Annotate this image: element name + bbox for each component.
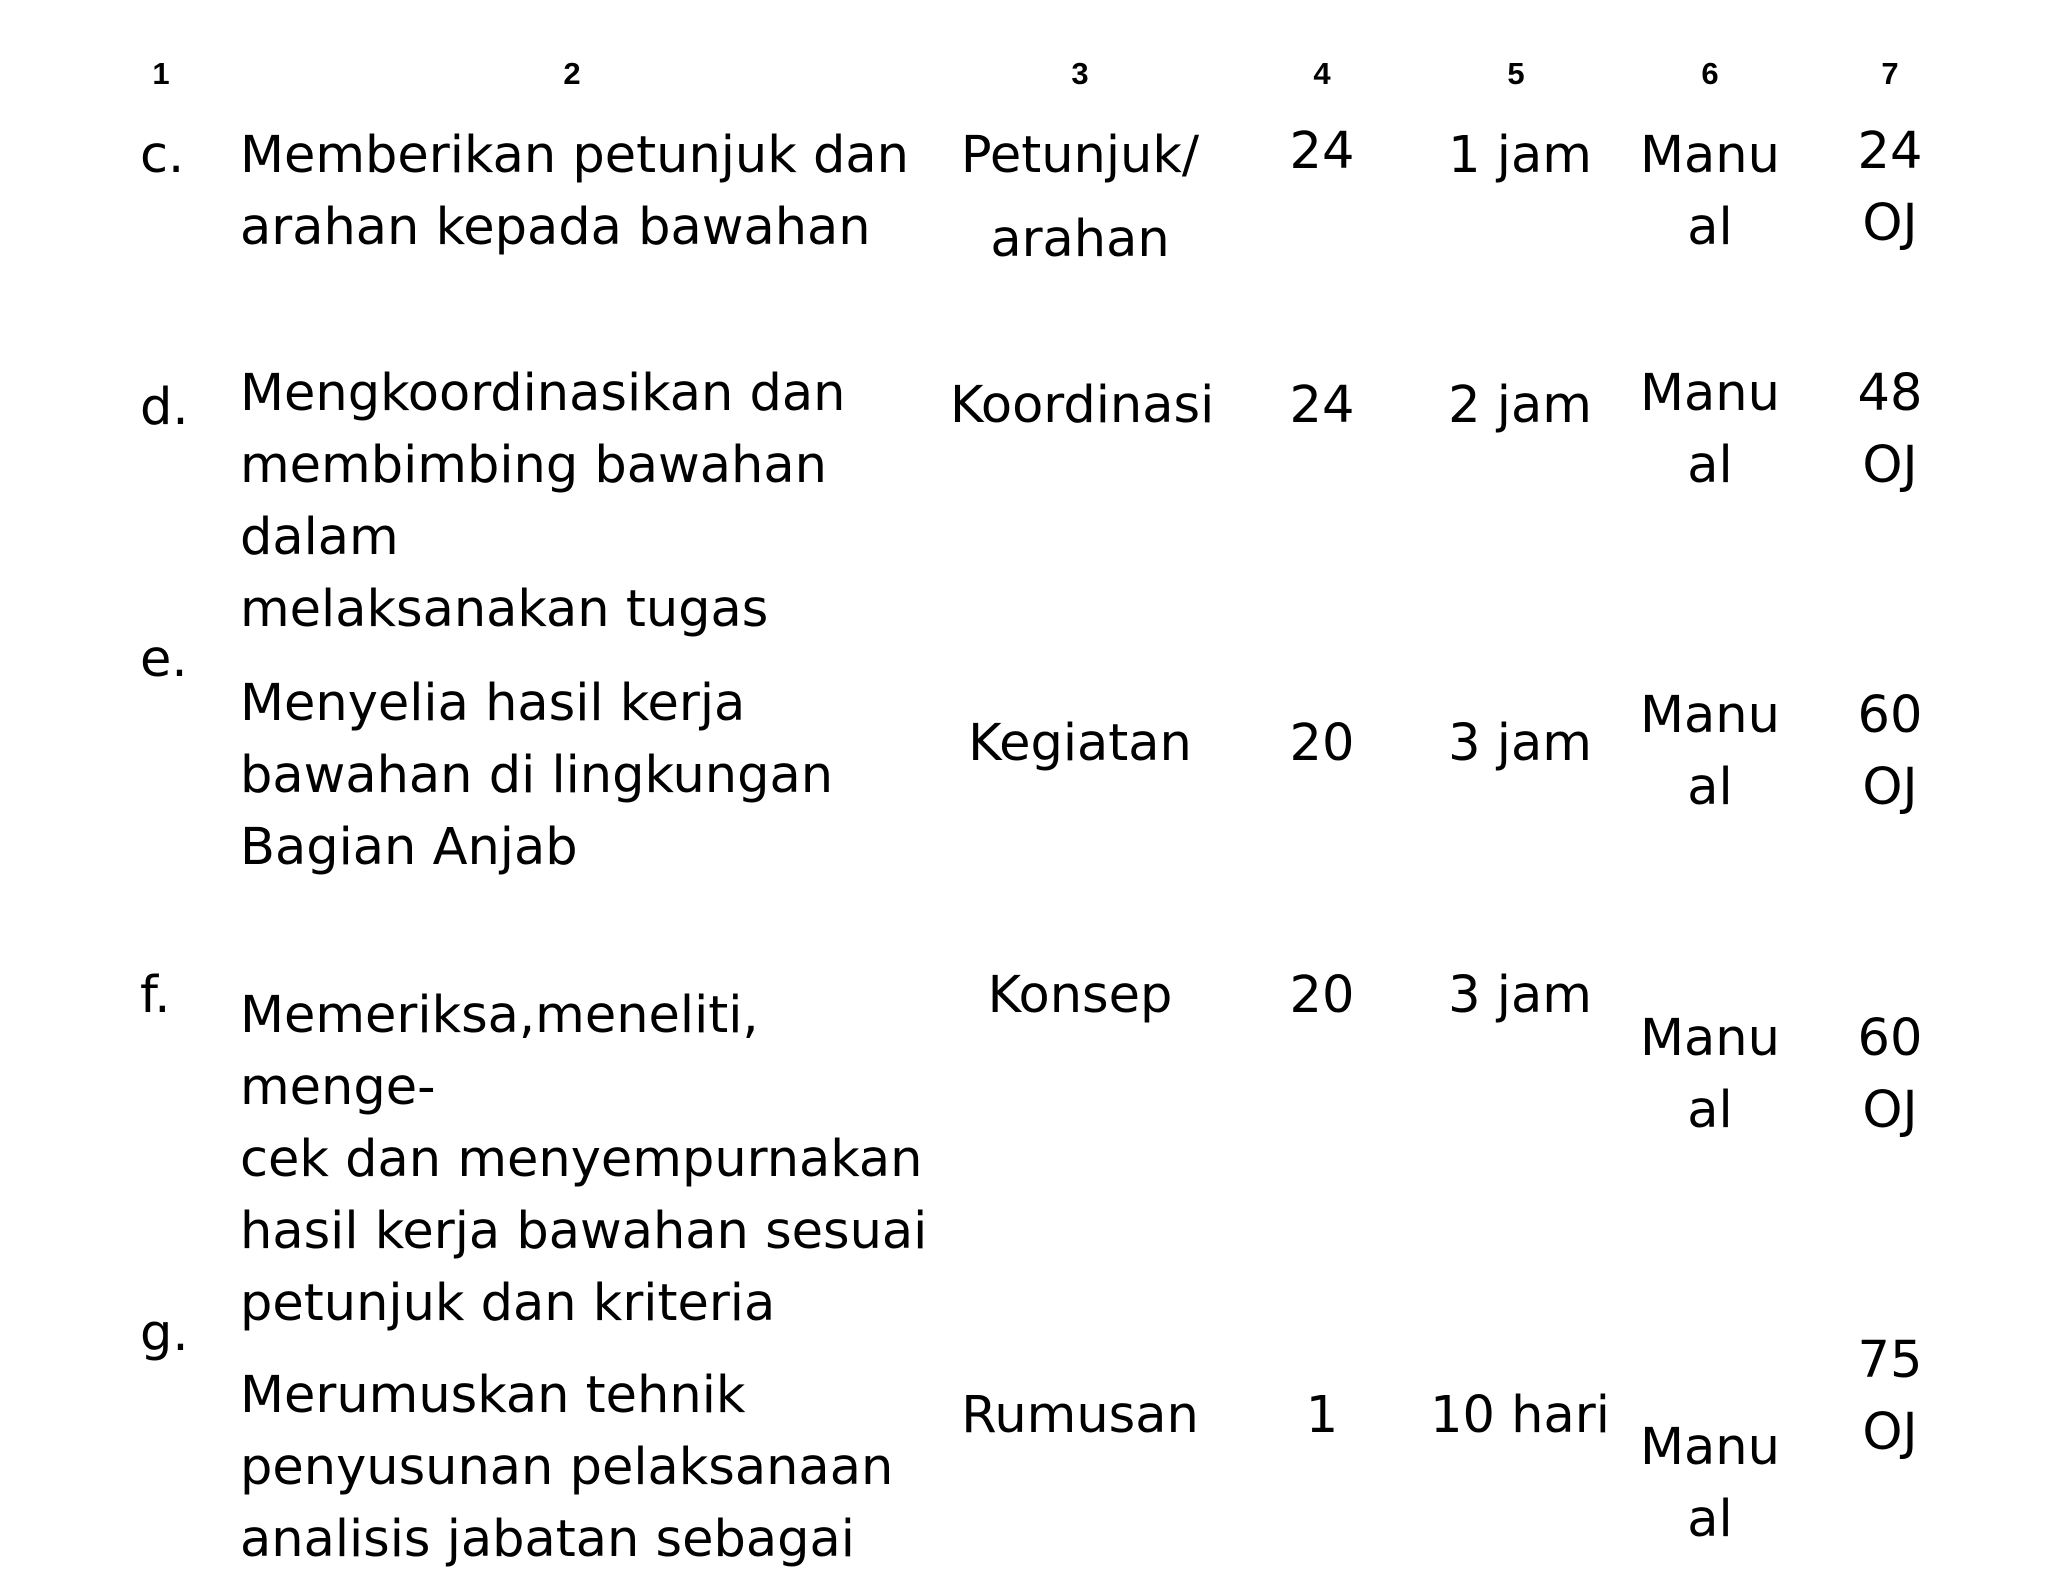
completion-time: 1 jam xyxy=(1448,126,1592,185)
completion-time: 2 jam xyxy=(1448,376,1592,435)
task-description: Merumuskan tehnik penyusunan pelaksanaan analisis jabatan sebagai xyxy=(240,1366,894,1569)
column-header-3: 3 xyxy=(1071,56,1089,91)
output-unit: Koordinasi xyxy=(950,376,1215,435)
row-letter: f. xyxy=(140,966,171,1025)
completion-time: 10 hari xyxy=(1430,1386,1610,1445)
task-description: Mengkoordinasikan dan membimbing bawahan dalam melaksanakan tugas xyxy=(240,364,846,639)
work-hours: 60 OJ xyxy=(1857,1009,1923,1140)
row-letter: d. xyxy=(140,378,189,437)
workload-volume: 24 xyxy=(1289,376,1355,435)
row-letter: g. xyxy=(140,1304,189,1363)
output-unit: Kegiatan xyxy=(968,714,1192,773)
completion-time: 3 jam xyxy=(1448,714,1592,773)
work-tool: Manu al xyxy=(1640,1418,1780,1549)
workload-volume: 24 xyxy=(1289,122,1355,181)
work-hours: 75 OJ xyxy=(1857,1331,1923,1462)
workload-volume: 20 xyxy=(1289,966,1355,1025)
task-description: Memeriksa,meneliti, menge- cek dan menyempurnakan hasil kerja bawahan sesuai petunjuk dan kriteria xyxy=(240,986,928,1333)
output-unit: Petunjuk/ arahan xyxy=(960,126,1200,269)
row-letter: c. xyxy=(140,126,185,185)
task-description: Menyelia hasil kerja bawahan di lingkungan Bagian Anjab xyxy=(240,674,834,877)
column-header-1: 1 xyxy=(152,56,170,91)
work-tool: Manu al xyxy=(1640,1009,1780,1140)
completion-time: 3 jam xyxy=(1448,966,1592,1025)
work-tool: Manu al xyxy=(1640,364,1780,495)
work-hours: 48 OJ xyxy=(1857,364,1923,495)
column-header-4: 4 xyxy=(1313,56,1331,91)
workload-volume: 1 xyxy=(1305,1386,1339,1445)
column-header-2: 2 xyxy=(563,56,581,91)
row-letter: e. xyxy=(140,630,188,689)
output-unit: Rumusan xyxy=(961,1386,1199,1445)
task-description: Memberikan petunjuk dan arahan kepada bawahan xyxy=(240,126,909,257)
work-hours: 60 OJ xyxy=(1857,686,1923,817)
column-header-7: 7 xyxy=(1881,56,1899,91)
workload-volume: 20 xyxy=(1289,714,1355,773)
work-tool: Manu al xyxy=(1640,126,1780,257)
output-unit: Konsep xyxy=(987,966,1173,1025)
work-hours: 24 OJ xyxy=(1857,122,1923,253)
work-tool: Manu al xyxy=(1640,686,1780,817)
column-header-6: 6 xyxy=(1701,56,1719,91)
column-header-5: 5 xyxy=(1507,56,1525,91)
